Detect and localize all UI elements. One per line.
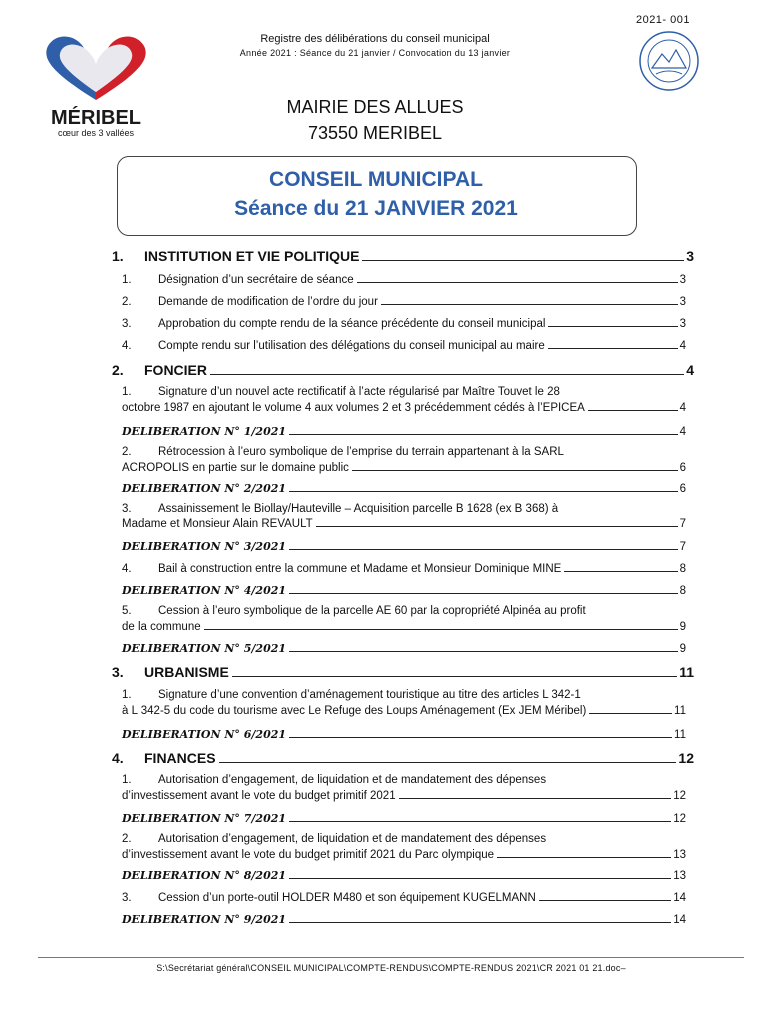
section-number: 2. xyxy=(112,362,124,378)
deliberation-label: DELIBERATION N° 5/2021 xyxy=(122,642,287,655)
toc-item-2-4[interactable] xyxy=(122,563,686,575)
session-line: Année 2021 : Séance du 21 janvier / Convocation du 13 janvier xyxy=(239,48,511,58)
toc-item-1-2[interactable] xyxy=(122,296,686,308)
deliberation-9[interactable] xyxy=(122,913,686,926)
section-page: 3 xyxy=(686,248,694,264)
mairie-city: 73550 MERIBEL xyxy=(307,123,443,143)
item-label: Compte rendu sur l’utilisation des délégations du conseil municipal au maire xyxy=(158,340,545,352)
document-number: 2021- 001 xyxy=(635,14,690,26)
deliberation-page: 7 xyxy=(679,541,686,553)
deliberation-page: 4 xyxy=(679,426,686,438)
item-label-cont: octobre 1987 en ajoutant le volume 4 aux volumes 2 et 3 précédemment cédés à l’EPICEA xyxy=(122,402,585,414)
section-label: FONCIER xyxy=(144,362,207,378)
deliberation-label: DELIBERATION N° 6/2021 xyxy=(122,728,287,741)
deliberation-page: 14 xyxy=(673,914,686,926)
item-page: 12 xyxy=(673,790,686,802)
item-page: 9 xyxy=(679,621,686,633)
toc-item-1-3[interactable] xyxy=(122,318,686,330)
deliberation-2[interactable] xyxy=(122,482,686,495)
item-label: Assainissement le Biollay/Hauteville – Acquisition parcelle B 1628 (ex B 368) à xyxy=(158,503,559,515)
toc-item-3-1-line2[interactable] xyxy=(122,705,686,717)
item-label: Rétrocession à l’euro symbolique de l’emprise du terrain appartenant à la SARL xyxy=(158,446,564,458)
item-label-cont: de la commune xyxy=(122,621,201,633)
item-label: Signature d’un nouvel acte rectificatif à l’acte régularisé par Maître Touvet le 28 xyxy=(158,386,560,398)
item-number: 2. xyxy=(122,446,132,458)
deliberation-label: DELIBERATION N° 2/2021 xyxy=(122,482,287,495)
item-page: 4 xyxy=(679,402,686,414)
mairie-name: MAIRIE DES ALLUES xyxy=(286,97,464,117)
municipal-seal xyxy=(638,30,700,92)
deliberation-page: 11 xyxy=(674,729,686,741)
toc-item-2-2-line2[interactable] xyxy=(122,462,686,474)
section-page: 4 xyxy=(686,362,694,378)
logo-text: MÉRIBEL xyxy=(51,107,141,129)
item-page: 4 xyxy=(679,340,686,352)
item-page: 3 xyxy=(679,296,686,308)
deliberation-8[interactable] xyxy=(122,869,686,882)
item-number: 1. xyxy=(122,274,132,286)
toc-item-4-1-line2[interactable] xyxy=(122,790,686,802)
item-number: 5. xyxy=(122,605,132,617)
item-number: 4. xyxy=(122,563,132,575)
deliberation-page: 8 xyxy=(679,585,686,597)
mairie-heading xyxy=(200,94,550,146)
deliberation-label: DELIBERATION N° 9/2021 xyxy=(122,913,287,926)
item-label-cont: Madame et Monsieur Alain REVAULT xyxy=(122,518,313,530)
meribel-logo xyxy=(36,30,156,140)
deliberation-6[interactable] xyxy=(122,728,686,741)
item-number: 3. xyxy=(122,318,132,330)
footer-path: S:\Secrétariat général\CONSEIL MUNICIPAL\COMPTE-RENDUS\COMPTE-RENDUS 2021\CR 2021 01 21.doc– xyxy=(156,963,626,973)
item-label-cont: ACROPOLIS en partie sur le domaine public xyxy=(122,462,349,474)
session-date: Séance du 21 JANVIER 2021 xyxy=(234,197,518,220)
deliberation-page: 9 xyxy=(679,643,686,655)
item-number: 1. xyxy=(122,689,132,701)
item-label: Demande de modification de l’ordre du jour xyxy=(158,296,378,308)
toc-item-4-3[interactable] xyxy=(122,892,686,904)
item-label-cont: d’investissement avant le vote du budget primitif 2021 du Parc olympique xyxy=(122,849,495,861)
session-title: CONSEIL MUNICIPAL xyxy=(269,168,483,191)
section-label: URBANISME xyxy=(144,664,229,680)
register-line: Registre des délibérations du conseil municipal xyxy=(260,33,490,45)
item-label: Bail à construction entre la commune et Madame et Monsieur Dominique MINE xyxy=(158,563,562,575)
toc-section-3[interactable] xyxy=(112,664,694,680)
deliberation-5[interactable] xyxy=(122,642,686,655)
item-number: 3. xyxy=(122,503,132,515)
item-page: 14 xyxy=(673,892,686,904)
section-number: 4. xyxy=(112,750,124,766)
toc-item-4-1-line1[interactable] xyxy=(122,774,546,786)
deliberation-page: 12 xyxy=(673,813,686,825)
toc-item-4-2-line1[interactable] xyxy=(122,833,546,845)
section-number: 3. xyxy=(112,664,124,680)
toc-section-4[interactable] xyxy=(112,750,694,766)
deliberation-label: DELIBERATION N° 8/2021 xyxy=(122,869,287,882)
toc-item-1-1[interactable] xyxy=(122,274,686,286)
deliberation-page: 6 xyxy=(679,483,686,495)
item-label: Cession à l’euro symbolique de la parcelle AE 60 par la copropriété Alpinéa au profit xyxy=(158,605,586,617)
toc-item-1-4[interactable] xyxy=(122,340,686,352)
deliberation-page: 13 xyxy=(673,870,686,882)
item-label: Signature d’une convention d’aménagement touristique au titre des articles L 342-1 xyxy=(158,689,581,701)
item-number: 3. xyxy=(122,892,132,904)
item-label-cont: à L 342-5 du code du tourisme avec Le Refuge des Loups Aménagement (Ex JEM Méribel) xyxy=(122,705,587,717)
deliberation-label: DELIBERATION N° 3/2021 xyxy=(122,540,287,553)
toc-item-2-1-line1[interactable] xyxy=(122,386,560,398)
toc-item-3-1-line1[interactable] xyxy=(122,689,581,701)
item-page: 8 xyxy=(679,563,686,575)
toc-item-2-2-line1[interactable] xyxy=(122,446,564,458)
section-page: 11 xyxy=(679,664,694,680)
deliberation-7[interactable] xyxy=(122,812,686,825)
item-page: 3 xyxy=(679,274,686,286)
item-label: Désignation d’un secrétaire de séance xyxy=(158,274,354,286)
footer-divider xyxy=(38,957,744,958)
item-page: 7 xyxy=(679,518,686,530)
deliberation-label: DELIBERATION N° 7/2021 xyxy=(122,812,287,825)
logo-tagline: cœur des 3 vallées xyxy=(57,128,135,138)
item-page: 13 xyxy=(673,849,686,861)
section-page: 12 xyxy=(678,750,694,766)
toc-item-4-2-line2[interactable] xyxy=(122,849,686,861)
deliberation-4[interactable] xyxy=(122,584,686,597)
toc-section-1[interactable] xyxy=(112,248,694,264)
item-number: 2. xyxy=(122,296,132,308)
toc-item-2-5-line2[interactable] xyxy=(122,621,686,633)
toc-item-2-5-line1[interactable] xyxy=(122,605,586,617)
item-page: 11 xyxy=(674,705,686,717)
section-label: FINANCES xyxy=(144,750,216,766)
item-label: Autorisation d’engagement, de liquidation et de mandatement des dépenses xyxy=(158,774,547,786)
item-label-cont: d’investissement avant le vote du budget primitif 2021 xyxy=(122,790,396,802)
deliberation-3[interactable] xyxy=(122,540,686,553)
item-label: Cession d’un porte-outil HOLDER M480 et son équipement KUGELMANN xyxy=(158,892,536,904)
item-number: 4. xyxy=(122,340,132,352)
item-number: 1. xyxy=(122,774,132,786)
item-label: Approbation du compte rendu de la séance précédente du conseil municipal xyxy=(158,318,546,330)
toc-item-2-3-line2[interactable] xyxy=(122,518,686,530)
item-label: Autorisation d’engagement, de liquidation et de mandatement des dépenses xyxy=(158,833,547,845)
toc-section-2[interactable] xyxy=(112,362,694,378)
toc-item-2-1-line2[interactable] xyxy=(122,402,686,414)
section-label: INSTITUTION ET VIE POLITIQUE xyxy=(144,248,360,264)
deliberation-1[interactable] xyxy=(122,425,686,438)
toc-item-2-3-line1[interactable] xyxy=(122,503,558,515)
item-page: 6 xyxy=(679,462,686,474)
item-number: 1. xyxy=(122,386,132,398)
deliberation-label: DELIBERATION N° 1/2021 xyxy=(122,425,287,438)
section-number: 1. xyxy=(112,248,124,264)
item-number: 2. xyxy=(122,833,132,845)
deliberation-label: DELIBERATION N° 4/2021 xyxy=(122,584,287,597)
item-page: 3 xyxy=(679,318,686,330)
